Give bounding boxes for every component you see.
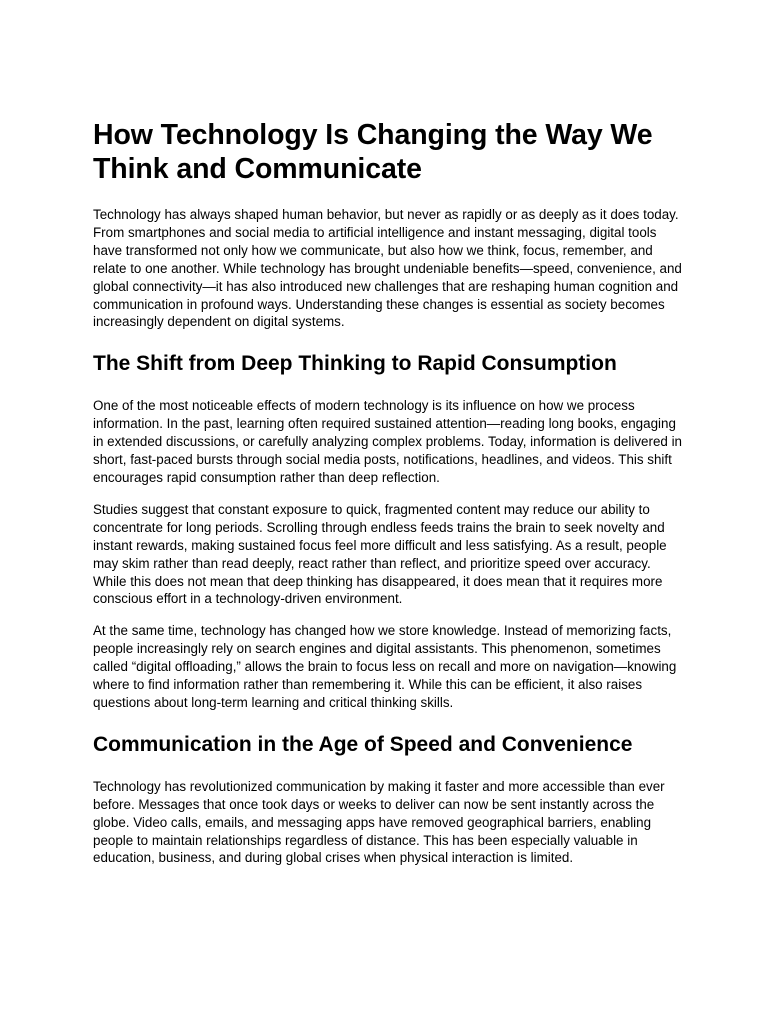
section-paragraph: Studies suggest that constant exposure to quick, fragmented content may reduce our ability to concentrate for long periods. Scrolling through endless feeds trains the brain to seek novelty and instant rewards, making sustained focus feel more difficult and less satisfying. As a result, people may skim rather than read deeply, react rather than reflect, and prioritize speed over accuracy. While this does not mean that deep thinking has disappeared, it does mean that it requires more conscious effort in a technology-driven environment. xyxy=(93,501,667,607)
section-heading-communication: Communication in the Age of Speed and Convenience xyxy=(93,732,633,756)
section-paragraph: Technology has revolutionized communication by making it faster and more accessible than ever before. Messages that once took days or weeks to deliver can now be sent instantly across the globe. Video calls, emails, and messaging apps have removed geographical barriers, enabling people to maintain relationships regardless of distance. This has been especially valuable in education, business, and during global crises when physical interaction is limited. xyxy=(93,778,665,866)
intro-paragraph: Technology has always shaped human behavior, but never as rapidly or as deeply as it does today. From smartphones and social media to artificial intelligence and instant messaging, digital tools have transformed not only how we communicate, but also how we think, focus, remember, and relate to one another. While technology has brought undeniable benefits—speed, convenience, and global connectivity—it has also introduced new challenges that are reshaping human cognition and communication in profound ways. Understanding these changes is essential as society becomes increasingly dependent on digital systems. xyxy=(93,207,682,330)
section-paragraph: At the same time, technology has changed how we store knowledge. Instead of memorizing facts, people increasingly rely on search engines and digital assistants. This phenomenon, sometimes called “digital offloading,” allows the brain to focus less on recall and more on navigation—knowing where to find information rather than remembering it. While this can be efficient, it also raises questions about long-term learning and critical thinking skills. xyxy=(93,623,677,710)
document-title: How Technology Is Changing the Way We Think and Communicate xyxy=(93,119,653,185)
section-heading-deep-thinking: The Shift from Deep Thinking to Rapid Consumption xyxy=(93,352,617,376)
section-paragraph: One of the most noticeable effects of modern technology is its influence on how we process information. In the past, learning often required sustained attention—reading long books, engaging in extended discussions, or carefully analyzing complex problems. Today, information is delivered in short, fast-paced bursts through social media posts, notifications, headlines, and videos. This shift encourages rapid consumption rather than deep reflection. xyxy=(93,398,682,485)
document-page xyxy=(93,118,683,881)
